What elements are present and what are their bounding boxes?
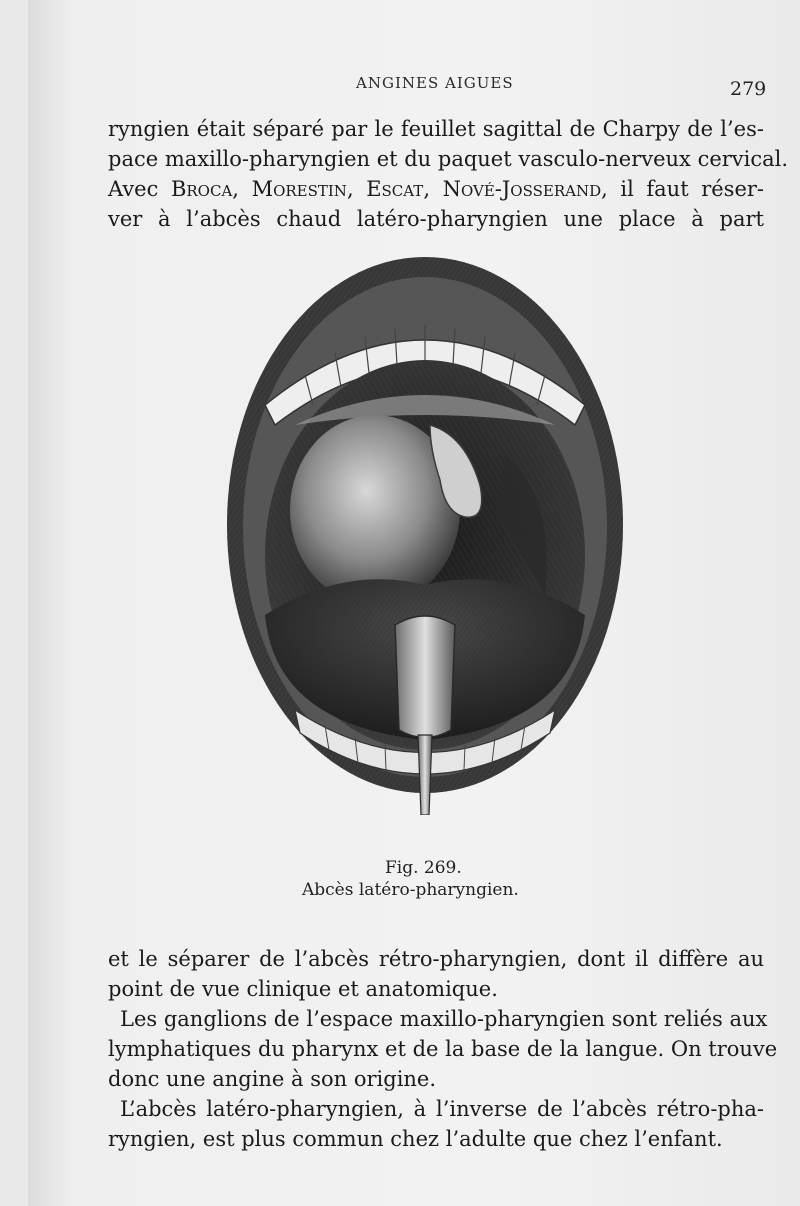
text-line-authors: Avec Broca, Morestin, Escat, Nové-Josserand, il faut réser- [108, 177, 765, 201]
mouth-engraving [225, 255, 625, 815]
running-head: ANGINES AIGUES [356, 74, 514, 92]
text-line: lymphatiques du pharynx et de la base de la langue. On trouve [108, 1037, 778, 1061]
bottom-paragraphs [108, 944, 778, 1154]
text-line: ver à l’abcès chaud latéro-pharyngien une place à part [108, 207, 764, 231]
figure-caption: Abcès latéro-pharyngien. [302, 880, 519, 900]
text-line: ryngien, est plus commun chez l’adulte que chez l’enfant. [108, 1127, 723, 1151]
author-name: Nové-Josserand [442, 177, 602, 201]
text-line: point de vue clinique et anatomique. [108, 977, 498, 1001]
figure-number: Fig. 269. [385, 858, 462, 878]
text-line: ryngien était séparé par le feuillet sagittal de Charpy de l’es- [108, 117, 764, 141]
text-line: Les ganglions de l’espace maxillo-pharyngien sont reliés aux [120, 1007, 768, 1031]
text-line: L’abcès latéro-pharyngien, à l’inverse de l’abcès rétro-pha- [120, 1097, 764, 1121]
author-name: Morestin [251, 177, 347, 201]
text-line: pace maxillo-pharyngien et du paquet vasculo-nerveux cervical. [108, 147, 789, 171]
author-name: Broca [170, 177, 233, 201]
text-line: donc une angine à son origine. [108, 1067, 437, 1091]
page-number: 279 [730, 78, 767, 100]
author-name: Escat [366, 177, 424, 201]
text-line: et le séparer de l’abcès rétro-pharyngien, dont il diffère au [108, 947, 764, 971]
figure-illustration-open-mouth [225, 255, 625, 815]
top-paragraph [108, 114, 789, 234]
